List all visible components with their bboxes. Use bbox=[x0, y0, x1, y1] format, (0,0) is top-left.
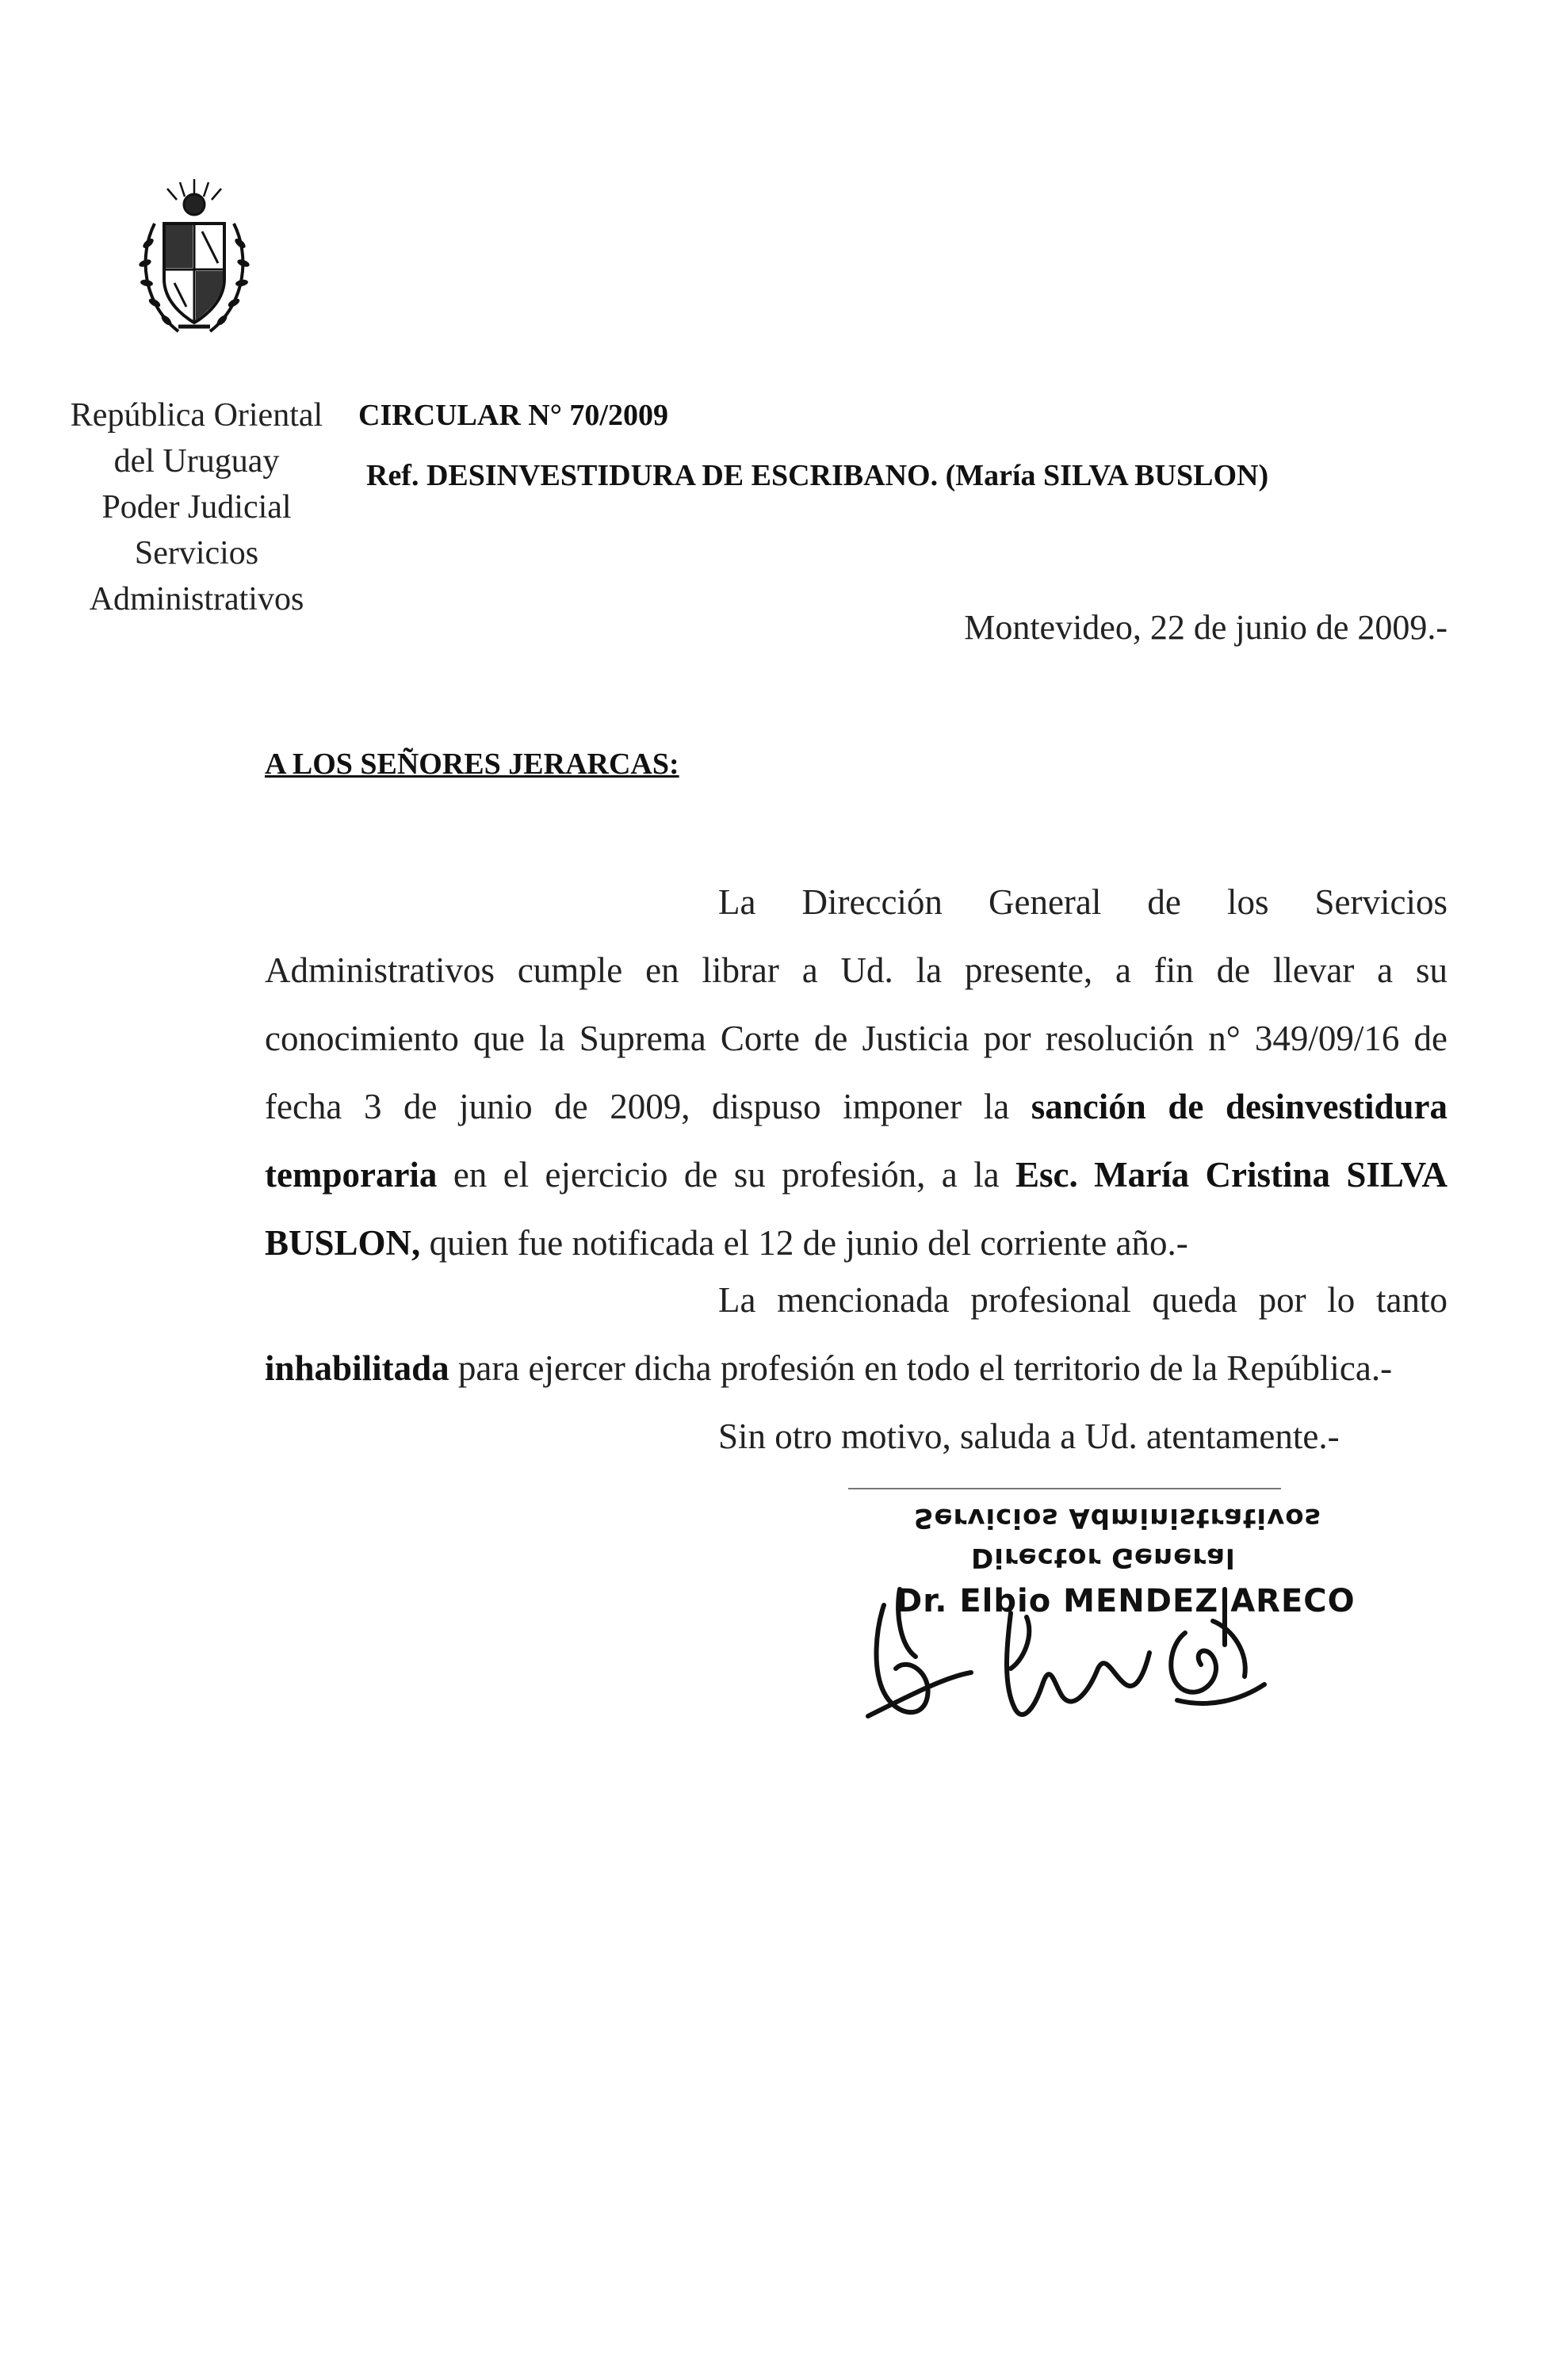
bold-text: sanción de desinvestidura temporaria bbox=[265, 1087, 1448, 1195]
paragraph-text: en el ejercicio de su profesión, a la bbox=[437, 1155, 1015, 1195]
stamp-line: Director General bbox=[971, 1542, 1236, 1573]
body-paragraph-2 bbox=[265, 1266, 1448, 1402]
reference-line: Ref. DESINVESTIDURA DE ESCRIBANO. (María SILVA BUSLON) bbox=[366, 459, 1269, 492]
issuer-line: Administrativos bbox=[89, 581, 304, 617]
closing-line: Sin otro motivo, saluda a Ud. atentamente.- bbox=[718, 1416, 1340, 1456]
body-paragraph-1 bbox=[265, 868, 1448, 1277]
signature-rule bbox=[848, 1488, 1281, 1489]
salutation: A LOS SEÑORES JERARCAS: bbox=[265, 747, 679, 781]
paragraph-text: para ejercer dicha profesión en todo el territorio de la República.- bbox=[449, 1348, 1393, 1388]
issuer-block bbox=[46, 392, 347, 622]
paragraph-text: quien fue notificada el 12 de junio del corriente año.- bbox=[420, 1223, 1188, 1263]
issuer-line: del Uruguay bbox=[113, 443, 280, 480]
issuer-line: Servicios bbox=[134, 535, 259, 572]
coat-of-arms-icon bbox=[131, 176, 258, 342]
document-date: Montevideo, 22 de junio de 2009.- bbox=[964, 608, 1448, 647]
paragraph-text: La Dirección General de los Servicios Administrativos cumple en librar a Ud. la presente, a fin de llevar a su conocimiento que la Suprema Corte de Justicia por resolución n° 349/09/16 de fecha 3 de junio de 2009, dispuso imponer la bbox=[265, 882, 1448, 1126]
paragraph-text: La mencionada profesional queda por lo tanto bbox=[718, 1280, 1448, 1320]
issuer-line: Poder Judicial bbox=[101, 489, 292, 526]
handwritten-signature bbox=[852, 1494, 1296, 1756]
signature-stamp bbox=[852, 1494, 1356, 1756]
circular-number: CIRCULAR N° 70/2009 bbox=[358, 399, 668, 432]
stamp-line: Servicios Administrativos bbox=[914, 1502, 1321, 1534]
bold-text: inhabilitada bbox=[265, 1348, 449, 1388]
stamp-line: Dr. Elbio MENDEZ ARECO bbox=[896, 1583, 1356, 1619]
issuer-line: República Oriental bbox=[70, 397, 323, 434]
bold-text: Esc. María Cristina SILVA BUSLON, bbox=[265, 1155, 1448, 1263]
